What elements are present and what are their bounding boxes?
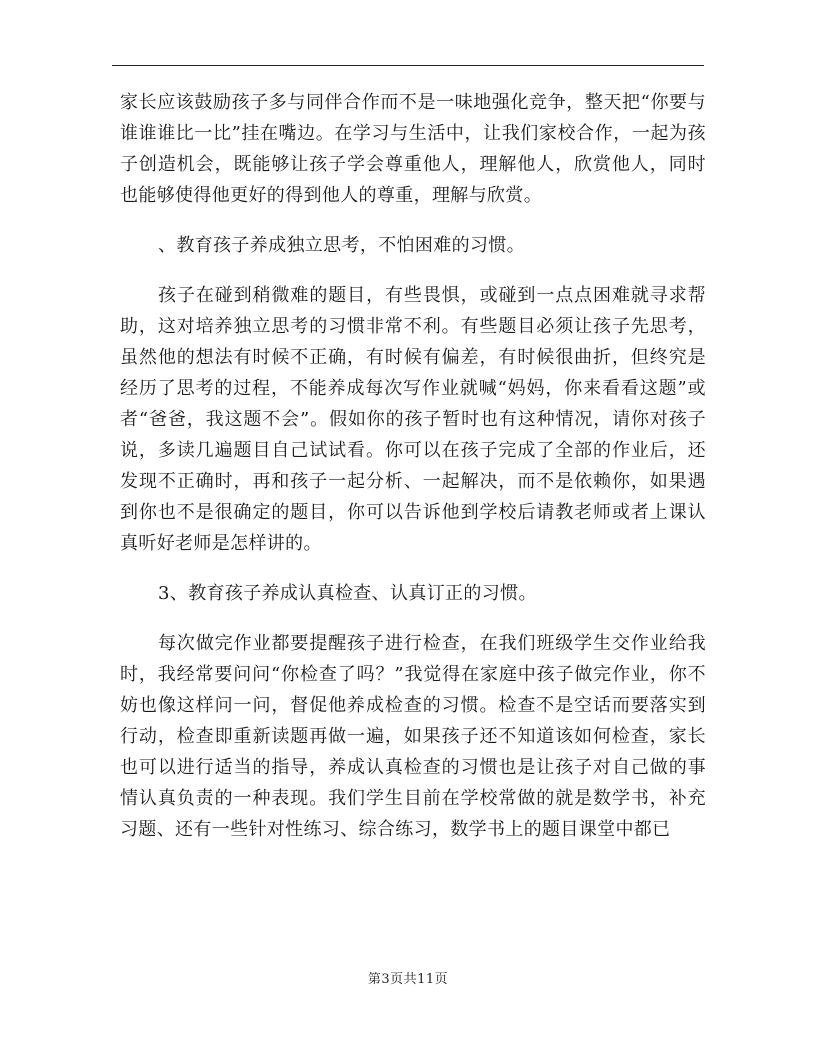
paragraph-independent-thinking: 孩子在碰到稍微难的题目，有些畏惧，或碰到一点点困难就寻求帮助，这对培养独立思考的习惯非常不利。有些题目必须让孩子先思考，虽然他的想法有时候不正确，有时候有偏差，有时候很曲折，但终究是经历了思考的过程，不能养成每次写作业就喊“妈妈，你来看看这题”或者“爸爸，我这题不会”。假如你的孩子暂时也有这种情况，请你对孩子说，多读几遍题目自己试试看。你可以在孩子完成了全部的作业后，还发现不正确时，再和孩子一起分析、一起解决，而不是依赖你，如果遇到你也不是很确定的题目，你可以告诉他到学校后请教老师或者上课认真听好老师是怎样讲的。 [120, 285, 706, 554]
paragraph-cooperation: 家长应该鼓励孩子多与同伴合作而不是一味地强化竞争，整天把“你要与谁谁谁比一比”挂在嘴边。在学习与生活中，让我们家校合作，一起为孩子创造机会，既能够让孩子学会尊重他人，理解他人，欣赏他人，同时也能够使得他更好的得到他人的尊重，理解与欣赏。 [120, 92, 706, 206]
header-rule [112, 65, 704, 66]
heading-independent-thinking: 、教育孩子养成独立思考，不怕困难的习惯。 [158, 235, 525, 256]
heading-checking-habit: 3、教育孩子养成认真检查、认真订正的习惯。 [158, 583, 537, 604]
page-number-footer: 第3页共11页 [367, 972, 449, 987]
paragraph-checking-habit: 每次做完作业都要提醒孩子进行检查，在我们班级学生交作业给我时，我经常要问问“你检查了吗？”我觉得在家庭中孩子做完作业，你不妨也像这样问一问，督促他养成检查的习惯。检查不是空话而要落实到行动，检查即重新读题再做一遍，如果孩子还不知道该如何检查，家长也可以进行适当的指导，养成认真检查的习惯也是让孩子对自己做的事情认真负责的一种表现。我们学生目前在学校常做的就是数学书，补充习题、还有一些针对性练习、综合练习，数学书上的题目课堂中都已 [120, 633, 706, 840]
document-body [120, 87, 706, 845]
